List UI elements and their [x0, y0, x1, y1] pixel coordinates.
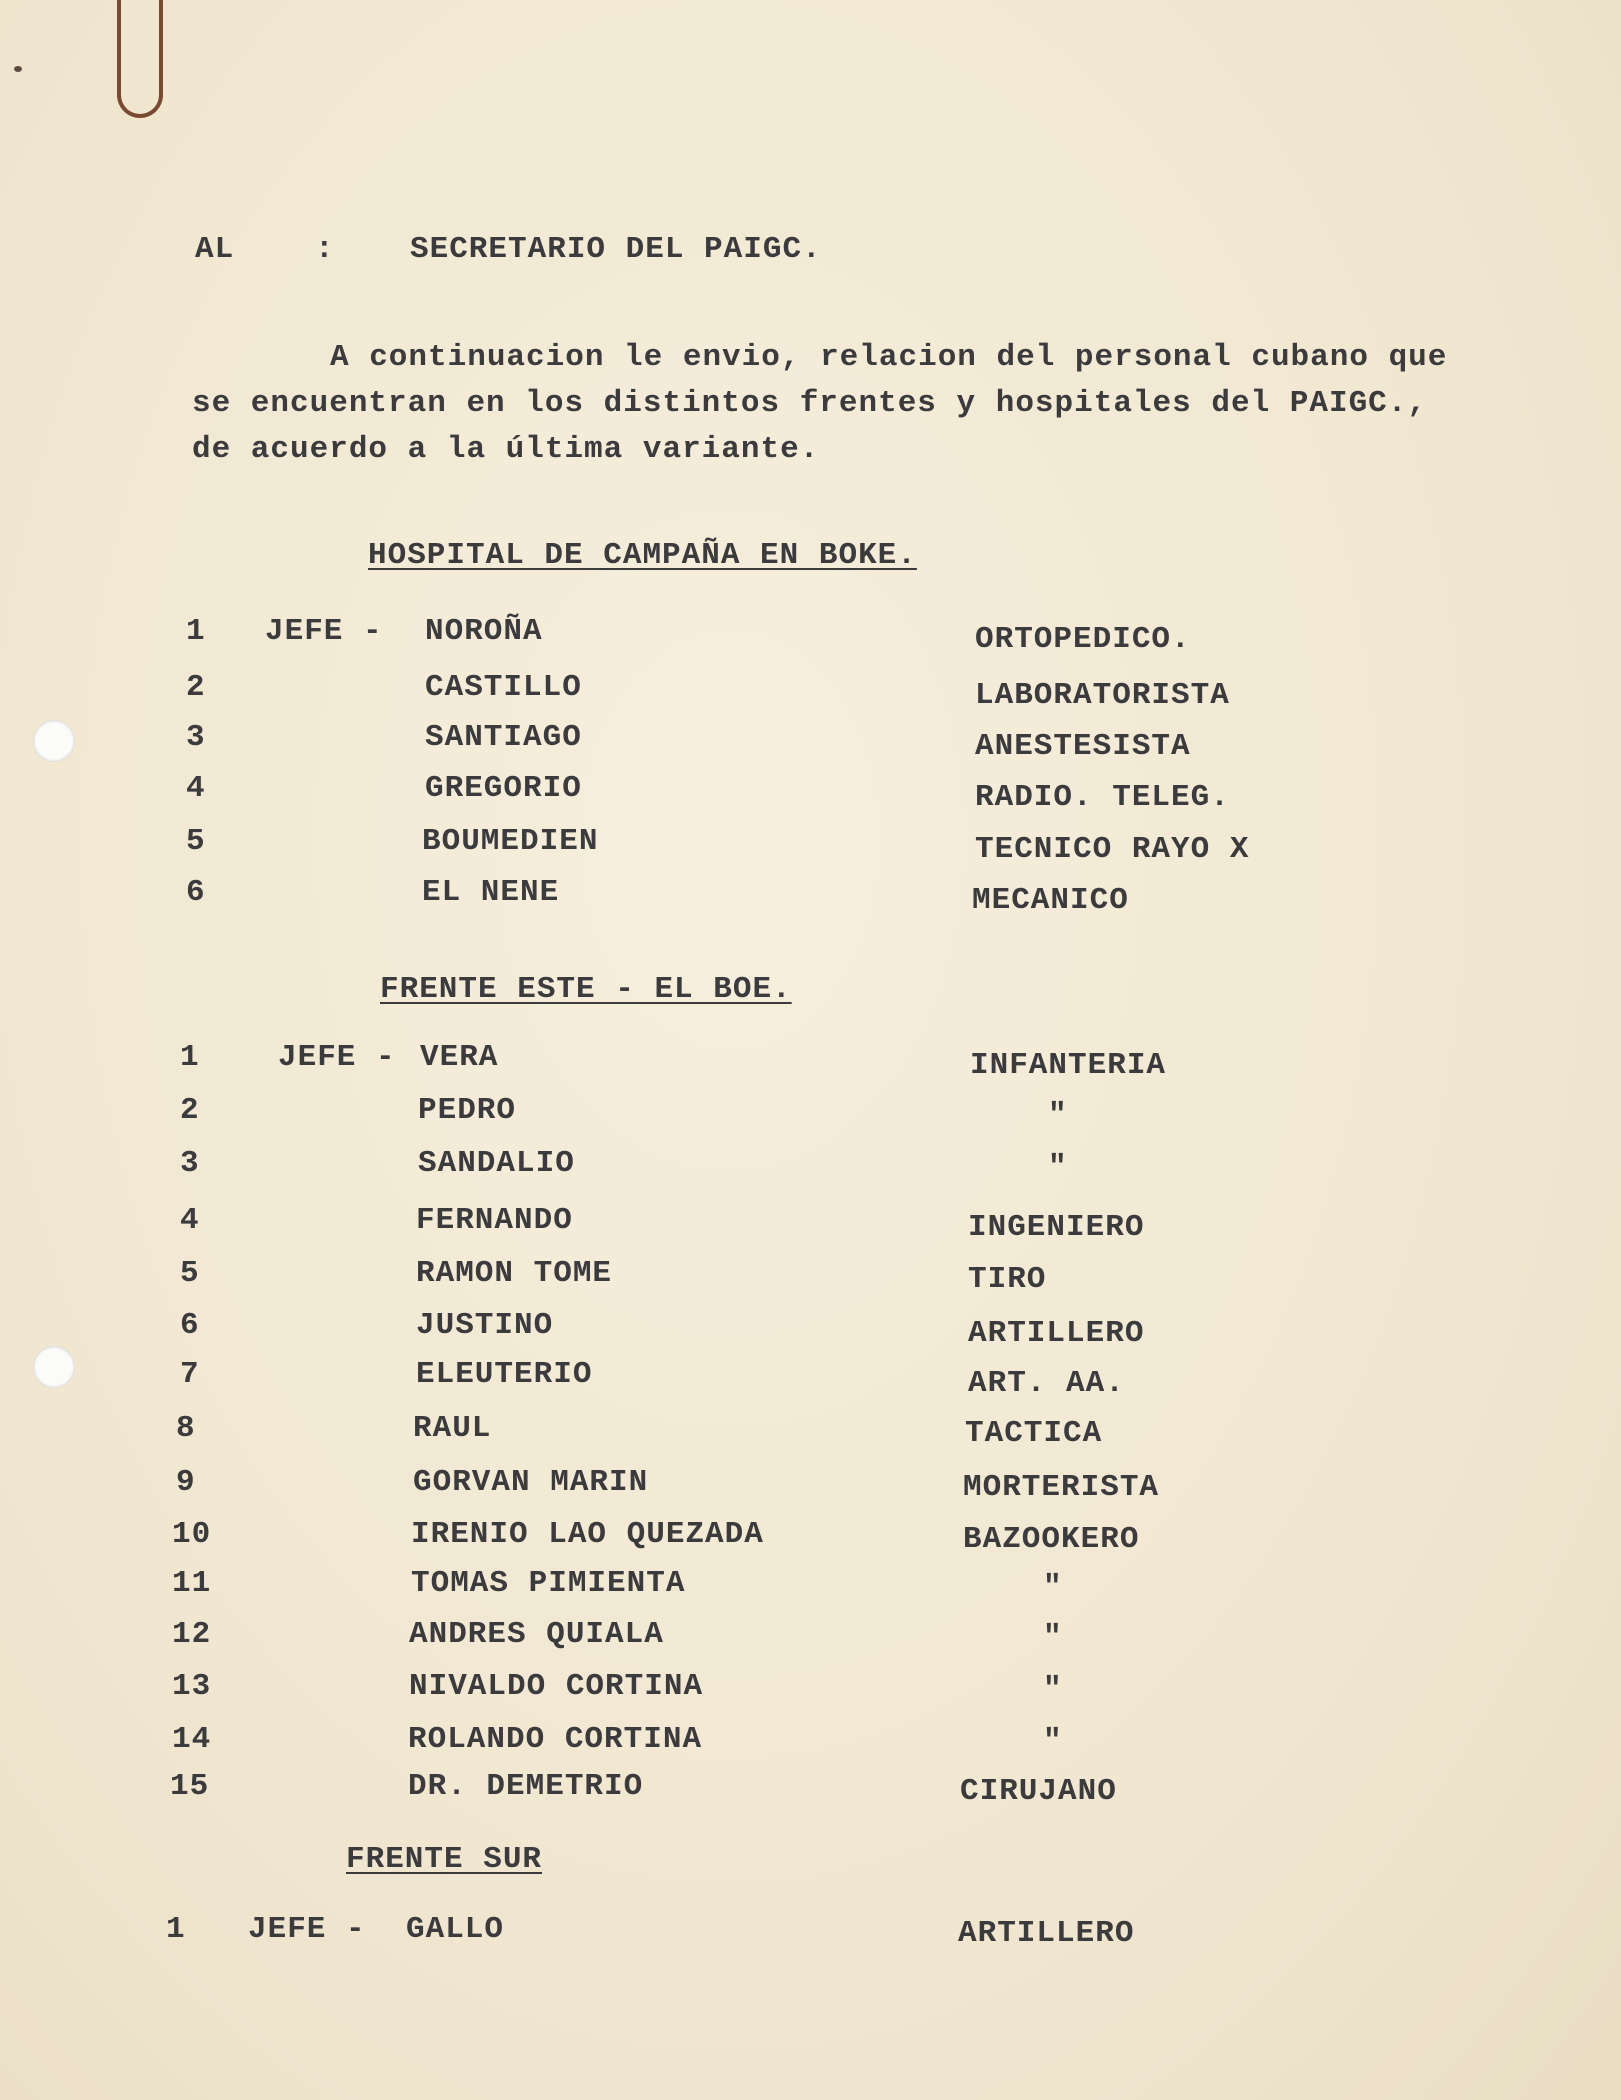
row-name: EL NENE [422, 875, 560, 910]
row-name: NIVALDO CORTINA [409, 1669, 704, 1704]
header-colon: : [315, 232, 335, 267]
row-specialty: TIRO [968, 1262, 1047, 1297]
section-title-hospital: HOSPITAL DE CAMPAÑA EN BOKE. [368, 538, 917, 573]
row-specialty: MECANICO [972, 883, 1129, 918]
row-name: PEDRO [418, 1093, 517, 1128]
row-number: 6 [180, 1308, 200, 1343]
section-title-frente-sur: FRENTE SUR [346, 1842, 543, 1877]
row-specialty: INFANTERIA [970, 1048, 1167, 1083]
row-number: 10 [172, 1517, 212, 1552]
row-number: 8 [176, 1411, 196, 1446]
row-number: 2 [180, 1093, 200, 1128]
row-number: 2 [186, 670, 206, 705]
row-name: ROLANDO CORTINA [408, 1722, 703, 1757]
row-specialty: ARTILLERO [968, 1316, 1145, 1351]
row-number: 11 [172, 1566, 212, 1601]
row-specialty: TECNICO RAYO X [975, 832, 1250, 867]
row-name: JUSTINO [416, 1308, 554, 1343]
row-role: JEFE - [248, 1912, 366, 1947]
row-specialty: TACTICA [965, 1416, 1103, 1451]
row-name: GREGORIO [425, 771, 582, 806]
row-specialty: " [1043, 1724, 1063, 1759]
row-number: 13 [172, 1669, 212, 1704]
row-name: SANTIAGO [425, 720, 582, 755]
row-specialty: LABORATORISTA [975, 678, 1230, 713]
row-number: 7 [180, 1357, 200, 1392]
section-title-frente-este: FRENTE ESTE - EL BOE. [380, 972, 792, 1007]
paper-clip [117, 0, 163, 118]
row-name: VERA [420, 1040, 499, 1075]
to-label: AL [195, 232, 235, 267]
row-specialty: " [1043, 1570, 1063, 1605]
row-name: TOMAS PIMIENTA [411, 1566, 686, 1601]
row-specialty: ARTILLERO [958, 1916, 1135, 1951]
row-name: RAUL [413, 1411, 492, 1446]
row-number: 3 [186, 720, 206, 755]
row-number: 3 [180, 1146, 200, 1181]
punch-hole-top [33, 720, 75, 762]
row-specialty: ORTOPEDICO. [975, 622, 1191, 657]
row-specialty: CIRUJANO [960, 1774, 1117, 1809]
row-name: CASTILLO [425, 670, 582, 705]
row-number: 9 [176, 1465, 196, 1500]
intro-line-3: de acuerdo a la última variante. [192, 432, 820, 467]
punch-hole-bottom [33, 1346, 75, 1388]
row-number: 4 [186, 771, 206, 806]
row-role: JEFE - [278, 1040, 396, 1075]
row-name: FERNANDO [416, 1203, 573, 1238]
row-specialty: INGENIERO [968, 1210, 1145, 1245]
row-number: 12 [172, 1617, 212, 1652]
row-name: GALLO [406, 1912, 505, 1947]
intro-line-2: se encuentran en los distintos frentes y hospitales del PAIGC., [192, 386, 1427, 421]
row-specialty: ART. AA. [968, 1366, 1125, 1401]
row-number: 5 [180, 1256, 200, 1291]
row-name: NOROÑA [425, 614, 543, 649]
row-number: 1 [180, 1040, 200, 1075]
recipient: SECRETARIO DEL PAIGC. [410, 232, 822, 267]
row-name: GORVAN MARIN [413, 1465, 649, 1500]
row-name: ELEUTERIO [416, 1357, 593, 1392]
row-number: 4 [180, 1203, 200, 1238]
row-number: 15 [170, 1769, 210, 1804]
row-specialty: " [1048, 1098, 1068, 1133]
ink-spot [14, 66, 22, 72]
row-number: 14 [172, 1722, 212, 1757]
row-number: 1 [166, 1912, 186, 1947]
row-specialty: RADIO. TELEG. [975, 780, 1230, 815]
row-name: SANDALIO [418, 1146, 575, 1181]
row-name: RAMON TOME [416, 1256, 613, 1291]
row-specialty: ANESTESISTA [975, 729, 1191, 764]
row-name: BOUMEDIEN [422, 824, 599, 859]
row-role: JEFE - [265, 614, 383, 649]
row-number: 6 [186, 875, 206, 910]
row-specialty: MORTERISTA [963, 1470, 1160, 1505]
row-specialty: " [1048, 1150, 1068, 1185]
row-name: DR. DEMETRIO [408, 1769, 644, 1804]
intro-line-1: A continuacion le envio, relacion del personal cubano que [330, 340, 1448, 375]
row-number: 5 [186, 824, 206, 859]
row-name: ANDRES QUIALA [409, 1617, 664, 1652]
row-specialty: " [1043, 1672, 1063, 1707]
row-number: 1 [186, 614, 206, 649]
row-name: IRENIO LAO QUEZADA [411, 1517, 764, 1552]
row-specialty: " [1043, 1620, 1063, 1655]
row-specialty: BAZOOKERO [963, 1522, 1140, 1557]
